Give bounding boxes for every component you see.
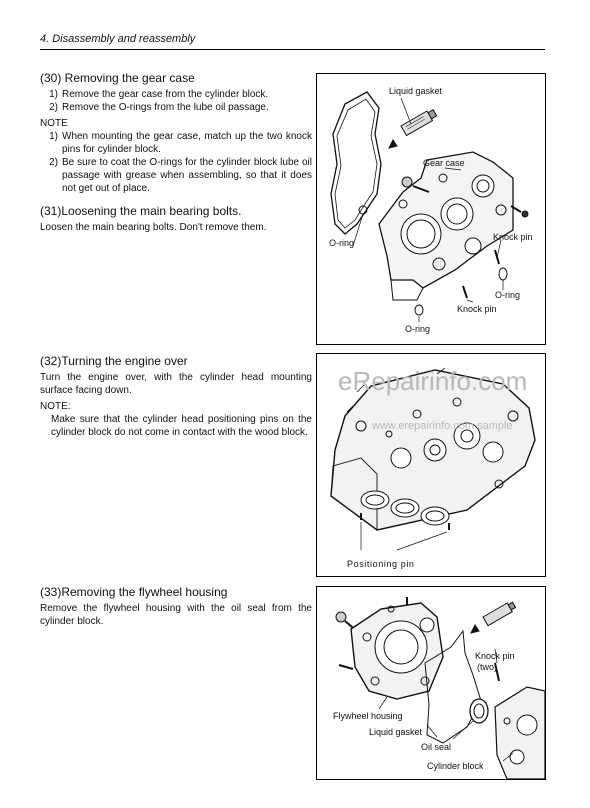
section-30	[40, 71, 312, 234]
label-liquid-gasket: Liquid gasket	[369, 727, 423, 737]
note-text: Be sure to coat the O-rings for the cylinder block lube oil passage with grease when assembling, so that it does not get out of place.	[62, 157, 312, 194]
step-number: 1)	[49, 89, 58, 100]
note-number: 1)	[49, 131, 58, 142]
section-32-title: (32)Turning the engine over	[40, 354, 188, 368]
step-number: 2)	[49, 102, 58, 113]
label-positioning-pin: Positioning pin	[347, 559, 415, 569]
note-label: NOTE	[40, 118, 68, 129]
section-30-notes	[40, 130, 312, 195]
label-gear-case: Gear case	[423, 158, 465, 168]
figure-flywheel-housing	[316, 586, 546, 780]
label-knock-pin-qty: (two)	[477, 662, 497, 672]
note-number: 2)	[49, 157, 58, 168]
flywheel-housing-illustration	[317, 587, 545, 779]
section-33-title: (33)Removing the flywheel housing	[40, 585, 228, 599]
watermark-sub: www.erepairinfo.com sample	[372, 420, 513, 432]
note-text: When mounting the gear case, match up the two knock pins for cylinder block.	[62, 131, 312, 155]
note-label: NOTE:	[40, 401, 71, 412]
step-text: Remove the O-rings from the lube oil passage.	[62, 102, 269, 113]
section-30-title: (30) Removing the gear case	[40, 71, 195, 85]
label-liquid-gasket: Liquid gasket	[389, 86, 443, 96]
step-text: Remove the gear case from the cylinder block.	[62, 89, 269, 100]
label-cylinder-block: Cylinder block	[427, 761, 484, 771]
section-33-body: Remove the flywheel housing with the oil seal from the cylinder block.	[40, 603, 312, 627]
label-knock-pin-right: Knock pin	[493, 232, 533, 242]
section-31-body: Loosen the main bearing bolts. Don't remove them.	[40, 222, 267, 233]
label-flywheel-housing: Flywheel housing	[333, 711, 403, 721]
section-32-body: Turn the engine over, with the cylinder head mounting surface facing down.	[40, 372, 312, 396]
watermark-main: eRepairinfo.com	[338, 366, 528, 396]
section-32-note: Make sure that the cylinder head positioning pins on the cylinder block do not come in contact with the wood block.	[51, 414, 312, 438]
label-knock-pin: Knock pin	[475, 651, 515, 661]
label-o-ring-bottom: O-ring	[405, 324, 431, 334]
label-oil-seal: Oil seal	[421, 742, 452, 752]
section-30-steps	[40, 88, 312, 114]
page-header: 4. Disassembly and reassembly	[40, 33, 196, 45]
section-32	[40, 354, 312, 439]
section-33	[40, 585, 312, 628]
step-item	[40, 101, 312, 114]
gear-case-illustration	[317, 74, 545, 344]
note-item	[40, 130, 312, 156]
figure-gear-case	[316, 73, 546, 345]
label-o-ring-left: O-ring	[329, 238, 355, 248]
step-item	[40, 88, 312, 101]
label-knock-pin-bottom: Knock pin	[457, 304, 497, 314]
section-31-title: (31)Loosening the main bearing bolts.	[40, 204, 242, 218]
header-divider	[40, 49, 545, 50]
label-o-ring-right: O-ring	[495, 290, 521, 300]
note-item	[40, 156, 312, 195]
